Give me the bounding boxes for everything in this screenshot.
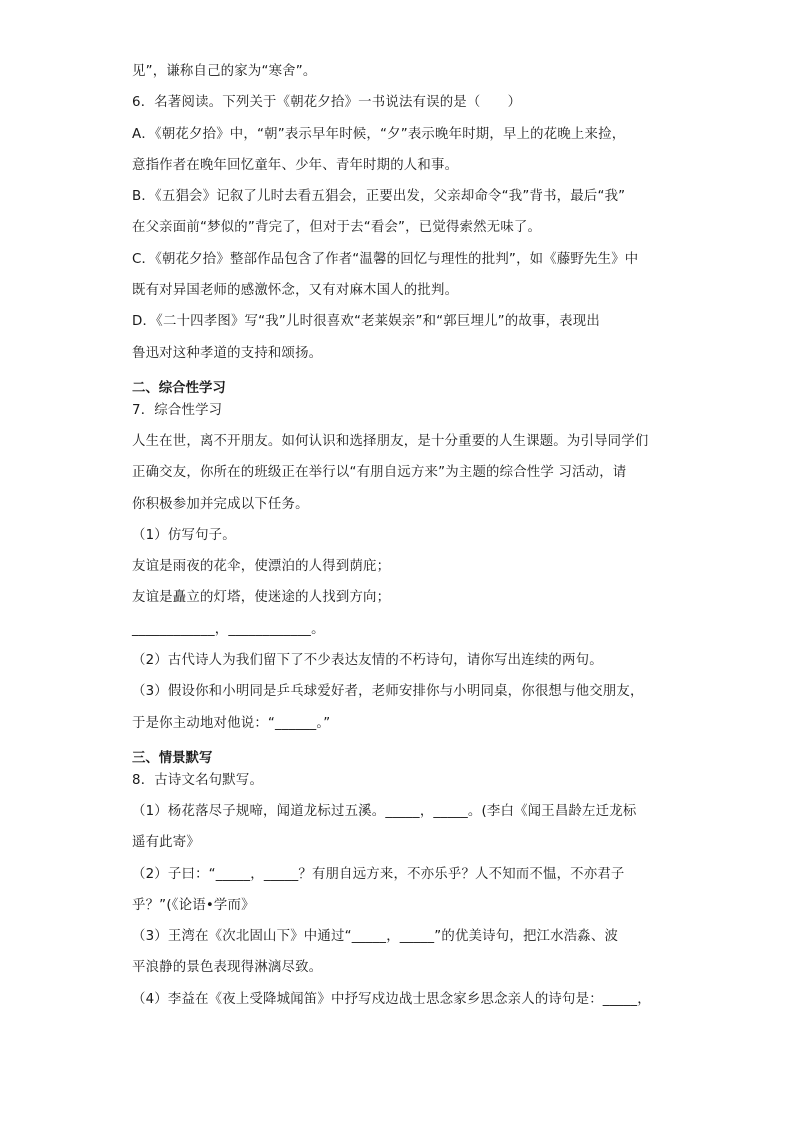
q8-sub-4-line-1: （4）李益在《夜上受降城闻笛》中抒写戍边战士思念家乡思念亲人的诗句是：_____， — [132, 991, 651, 1007]
q7-sub-3-line-1: （3）假设你和小明同是乒乓球爱好者，老师安排你与小明同桌，你很想与他交朋友， — [132, 684, 644, 700]
q6-option-c-line-2: 既有对异国老师的感激怀念，又有对麻木国人的批判。 — [132, 283, 459, 299]
q7-example-2: 友谊是矗立的灯塔，使迷途的人找到方向； — [132, 590, 391, 606]
q7-example-1: 友谊是雨夜的花伞，使漂泊的人得到荫庇； — [132, 559, 391, 575]
section-2-title: 二、综合性学习 — [132, 380, 226, 396]
q8-sub-3-line-2: 平浪静的景色表现得淋漓尽致。 — [132, 960, 323, 976]
q7-sub-2: （2）古代诗人为我们留下了不少表达友情的不朽诗句，请你写出连续的两句。 — [132, 653, 603, 669]
section-3-title: 三、情景默写 — [132, 750, 213, 766]
q6-option-c-line-1: C．《朝花夕拾》整部作品包含了作者“温馨的回忆与理性的批判”，如《藤野先生》中 — [132, 251, 639, 267]
q8-sub-3-line-1: （3）王湾在《次北固山下》中通过“_____，_____”的优美诗句，把江水浩淼、波 — [132, 929, 619, 945]
q6-option-b-line-2: 在父亲面前“梦似的”背完了，但对于去“看会”，已觉得索然无味了。 — [132, 220, 542, 236]
q7-intro-line-1: 人生在世，离不开朋友。如何认识和选择朋友，是十分重要的人生课题。为引导同学们 — [132, 433, 649, 449]
q6-prev-line: 见”，谦称自己的家为“寒舍”。 — [132, 64, 317, 79]
q8-sub-2-line-1: （2）子曰：“_____，_____？有朋自远方来，不亦乐乎？人不知而不愠，不亦君子 — [132, 866, 625, 882]
q8-sub-1-line-2: 遥有此寄》 — [132, 835, 200, 851]
q7-intro-line-3: 你积极参加并完成以下任务。 — [132, 496, 309, 512]
q7-intro-line-2: 正确交友，你所在的班级正在举行以“有朋自远方来”为主题的综合性学 习活动，请 — [132, 465, 627, 481]
q6-option-d-line-2: 鲁迅对这种孝道的支持和颂扬。 — [132, 345, 323, 361]
q6-question: 6．名著阅读。下列关于《朝花夕拾》一书说法有误的是（ ） — [132, 95, 522, 111]
q8-sub-2-line-2: 乎？”(《论语•学而》 — [132, 897, 255, 913]
q6-option-b-line-1: B．《五猖会》记叙了儿时去看五猖会，正要出发，父亲却命令“我”背书，最后“我” — [132, 189, 626, 205]
q7-answer-blank: ____________，____________。 — [132, 621, 325, 637]
q7-title: 7．综合性学习 — [132, 402, 223, 418]
q6-option-d-line-1: D．《二十四孝图》写“我”儿时很喜欢“老莱娱亲”和“郭巨埋儿”的故事，表现出 — [132, 314, 600, 330]
document-content — [132, 62, 672, 1021]
q8-sub-1-line-1: （1）杨花落尽子规啼，闻道龙标过五溪。_____，_____。(李白《闻王昌龄左迁龙标 — [132, 803, 637, 819]
q8-title: 8．古诗文名句默写。 — [132, 772, 264, 788]
q6-option-a-line-2: 意指作者在晚年回忆童年、少年、青年时期的人和事。 — [132, 157, 459, 173]
q7-sub-1: （1）仿写句子。 — [132, 527, 236, 543]
q7-sub-3-line-2: 于是你主动地对他说：“______。” — [132, 715, 331, 731]
q6-option-a-line-1: A．《朝花夕拾》中，“朝”表示早年时候，“夕”表示晚年时期，早上的花晚上来捡， — [132, 126, 626, 142]
